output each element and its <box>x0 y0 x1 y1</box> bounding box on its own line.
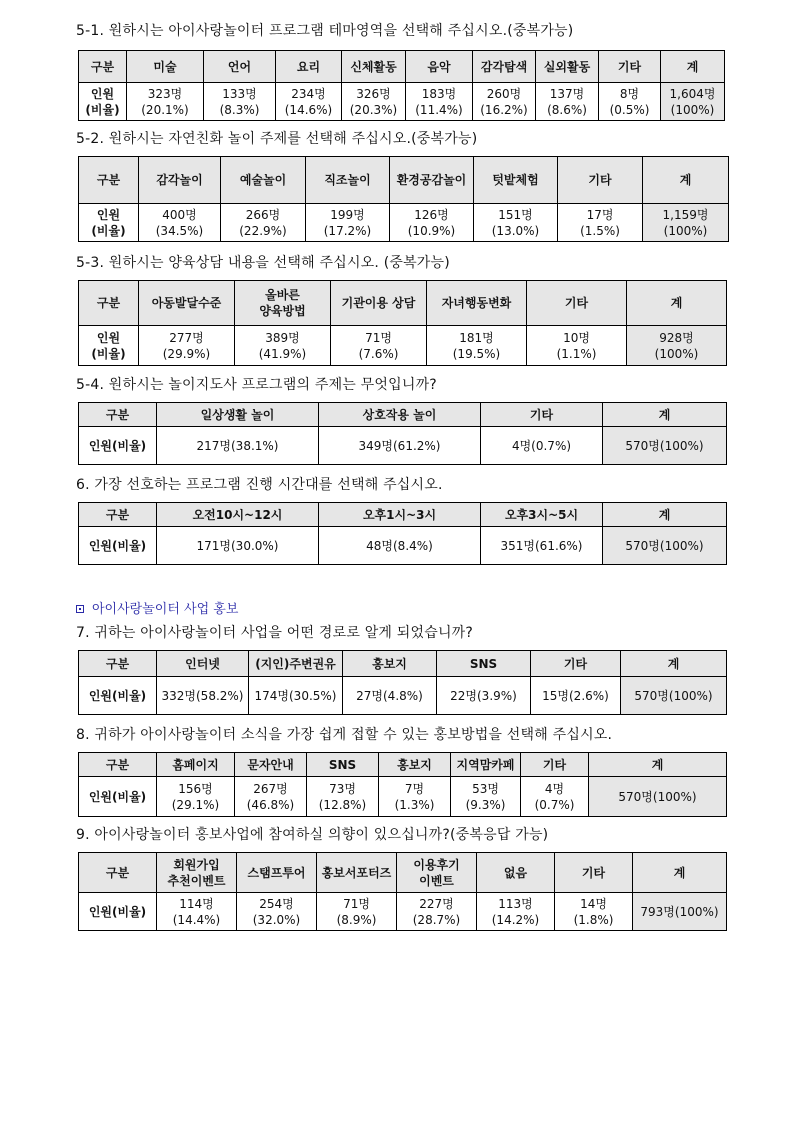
header-cell: 구분 <box>79 51 127 83</box>
data-cell: 10명 (1.1%) <box>527 326 627 366</box>
total-cell: 928명 (100%) <box>627 326 727 366</box>
data-cell: 181명 (19.5%) <box>427 326 527 366</box>
total-cell: 570명(100%) <box>603 527 727 565</box>
header-cell: 오후1시~3시 <box>319 503 481 527</box>
header-cell: 기타 <box>558 157 643 204</box>
data-cell: 4명(0.7%) <box>481 427 603 465</box>
header-cell: 기관이용 상담 <box>331 281 427 326</box>
header-cell: 기타 <box>531 651 621 677</box>
question-7: 7. 귀하는 아이사랑놀이터 사업을 어떤 경로로 알게 되었습니까? <box>76 625 474 641</box>
row-label: 인원(비율) <box>79 677 157 715</box>
header-cell: 없음 <box>477 853 555 893</box>
data-cell: 113명 (14.2%) <box>477 893 555 931</box>
header-cell: 감각놀이 <box>139 157 221 204</box>
data-cell: 156명 (29.1%) <box>157 777 235 817</box>
header-cell: 기타 <box>527 281 627 326</box>
data-cell: 326명 (20.3%) <box>342 83 406 121</box>
data-cell: 17명 (1.5%) <box>558 204 643 242</box>
header-cell: 감각탐색 <box>473 51 536 83</box>
data-cell: 22명(3.9%) <box>437 677 531 715</box>
header-cell: 계 <box>603 503 727 527</box>
header-cell: 미술 <box>127 51 204 83</box>
data-cell: 174명(30.5%) <box>249 677 343 715</box>
question-5-2: 5-2. 원하시는 자연친화 놀이 주제를 선택해 주십시오.(중복가능) <box>76 131 478 147</box>
data-cell: 267명 (46.8%) <box>235 777 307 817</box>
header-cell: 구분 <box>79 281 139 326</box>
data-cell: 133명 (8.3%) <box>204 83 276 121</box>
row-label: 인원(비율) <box>79 427 157 465</box>
table-5-1 <box>78 50 725 121</box>
section-heading <box>76 598 238 617</box>
table-9 <box>78 852 727 931</box>
data-cell: 277명 (29.9%) <box>139 326 235 366</box>
header-cell: 음악 <box>406 51 473 83</box>
header-cell: 계 <box>627 281 727 326</box>
data-cell: 71명 (7.6%) <box>331 326 427 366</box>
header-cell: 오전10시~12시 <box>157 503 319 527</box>
header-cell: 올바른 양육방법 <box>235 281 331 326</box>
header-cell: 계 <box>661 51 725 83</box>
data-cell: 234명 (14.6%) <box>276 83 342 121</box>
question-9: 9. 아이사랑놀이터 홍보사업에 참여하실 의향이 있으십니까?(중복응답 가능) <box>76 827 549 843</box>
header-cell: 계 <box>643 157 729 204</box>
data-cell: 332명(58.2%) <box>157 677 249 715</box>
header-cell: 오후3시~5시 <box>481 503 603 527</box>
table-5-2 <box>78 156 729 242</box>
table-5-4 <box>78 402 727 465</box>
header-cell: 계 <box>633 853 727 893</box>
table-8 <box>78 752 727 817</box>
data-cell: 48명(8.4%) <box>319 527 481 565</box>
header-cell: 실외활동 <box>536 51 599 83</box>
data-cell: 389명 (41.9%) <box>235 326 331 366</box>
row-label: 인원(비율) <box>79 777 157 817</box>
header-cell: 홍보서포터즈 <box>317 853 397 893</box>
data-cell: 260명 (16.2%) <box>473 83 536 121</box>
data-cell: 4명 (0.7%) <box>521 777 589 817</box>
question-5-3: 5-3. 원하시는 양육상담 내용을 선택해 주십시오. (중복가능) <box>76 255 450 271</box>
header-cell: 인터넷 <box>157 651 249 677</box>
header-cell: 요리 <box>276 51 342 83</box>
data-cell: 7명 (1.3%) <box>379 777 451 817</box>
header-cell: 신체활동 <box>342 51 406 83</box>
header-cell: 언어 <box>204 51 276 83</box>
data-cell: 351명(61.6%) <box>481 527 603 565</box>
data-cell: 15명(2.6%) <box>531 677 621 715</box>
header-cell: (지인)주변권유 <box>249 651 343 677</box>
header-cell: 스탬프투어 <box>237 853 317 893</box>
table-7 <box>78 650 727 715</box>
header-cell: 기타 <box>555 853 633 893</box>
data-cell: 126명 (10.9%) <box>390 204 474 242</box>
header-cell: 직조놀이 <box>306 157 390 204</box>
data-cell: 151명 (13.0%) <box>474 204 558 242</box>
row-label: 인원(비율) <box>79 893 157 931</box>
header-cell: 문자안내 <box>235 753 307 777</box>
data-cell: 8명 (0.5%) <box>599 83 661 121</box>
header-cell: 지역맘카페 <box>451 753 521 777</box>
header-cell: 계 <box>621 651 727 677</box>
data-cell: 114명 (14.4%) <box>157 893 237 931</box>
header-cell: 기타 <box>521 753 589 777</box>
data-cell: 137명 (8.6%) <box>536 83 599 121</box>
question-6: 6. 가장 선호하는 프로그램 진행 시간대를 선택해 주십시오. <box>76 477 443 493</box>
data-cell: 53명 (9.3%) <box>451 777 521 817</box>
question-5-1: 5-1. 원하시는 아이사랑놀이터 프로그램 테마영역을 선택해 주십시오.(중복가능) <box>76 23 574 39</box>
row-label: 인원 (비율) <box>79 204 139 242</box>
data-cell: 171명(30.0%) <box>157 527 319 565</box>
table-5-3 <box>78 280 727 366</box>
data-cell: 73명 (12.8%) <box>307 777 379 817</box>
question-8: 8. 귀하가 아이사랑놀이터 소식을 가장 쉽게 접할 수 있는 홍보방법을 선택해 주십시오. <box>76 727 613 743</box>
row-label: 인원(비율) <box>79 527 157 565</box>
total-cell: 570명(100%) <box>589 777 727 817</box>
header-cell: 기타 <box>599 51 661 83</box>
total-cell: 1,159명 (100%) <box>643 204 729 242</box>
header-cell: 예술놀이 <box>221 157 306 204</box>
header-cell: 구분 <box>79 157 139 204</box>
total-cell: 570명(100%) <box>603 427 727 465</box>
header-cell: 아동발달수준 <box>139 281 235 326</box>
data-cell: 254명 (32.0%) <box>237 893 317 931</box>
header-cell: 계 <box>603 403 727 427</box>
header-cell: 환경공감놀이 <box>390 157 474 204</box>
data-cell: 14명 (1.8%) <box>555 893 633 931</box>
question-5-4: 5-4. 원하시는 놀이지도사 프로그램의 주제는 무엇입니까? <box>76 377 437 393</box>
data-cell: 71명 (8.9%) <box>317 893 397 931</box>
header-cell: 구분 <box>79 651 157 677</box>
row-label: 인원 (비율) <box>79 83 127 121</box>
header-cell: 이용후기 이벤트 <box>397 853 477 893</box>
row-label: 인원 (비율) <box>79 326 139 366</box>
header-cell: 구분 <box>79 753 157 777</box>
header-cell: 계 <box>589 753 727 777</box>
data-cell: 349명(61.2%) <box>319 427 481 465</box>
header-cell: 기타 <box>481 403 603 427</box>
header-cell: 텃밭체험 <box>474 157 558 204</box>
data-cell: 266명 (22.9%) <box>221 204 306 242</box>
header-cell: SNS <box>437 651 531 677</box>
header-cell: 홍보지 <box>343 651 437 677</box>
header-cell: 상호작용 놀이 <box>319 403 481 427</box>
data-cell: 217명(38.1%) <box>157 427 319 465</box>
square-bullet-icon <box>76 605 84 613</box>
data-cell: 27명(4.8%) <box>343 677 437 715</box>
total-cell: 1,604명 (100%) <box>661 83 725 121</box>
header-cell: 홈페이지 <box>157 753 235 777</box>
section-title: 아이사랑놀이터 사업 홍보 <box>92 602 239 617</box>
data-cell: 400명 (34.5%) <box>139 204 221 242</box>
table-6 <box>78 502 727 565</box>
header-cell: 구분 <box>79 503 157 527</box>
header-cell: 회원가입 추천이벤트 <box>157 853 237 893</box>
data-cell: 199명 (17.2%) <box>306 204 390 242</box>
data-cell: 323명 (20.1%) <box>127 83 204 121</box>
header-cell: 홍보지 <box>379 753 451 777</box>
data-cell: 227명 (28.7%) <box>397 893 477 931</box>
total-cell: 570명(100%) <box>621 677 727 715</box>
header-cell: 구분 <box>79 853 157 893</box>
header-cell: 구분 <box>79 403 157 427</box>
total-cell: 793명(100%) <box>633 893 727 931</box>
data-cell: 183명 (11.4%) <box>406 83 473 121</box>
header-cell: 일상생활 놀이 <box>157 403 319 427</box>
header-cell: 자녀행동변화 <box>427 281 527 326</box>
header-cell: SNS <box>307 753 379 777</box>
